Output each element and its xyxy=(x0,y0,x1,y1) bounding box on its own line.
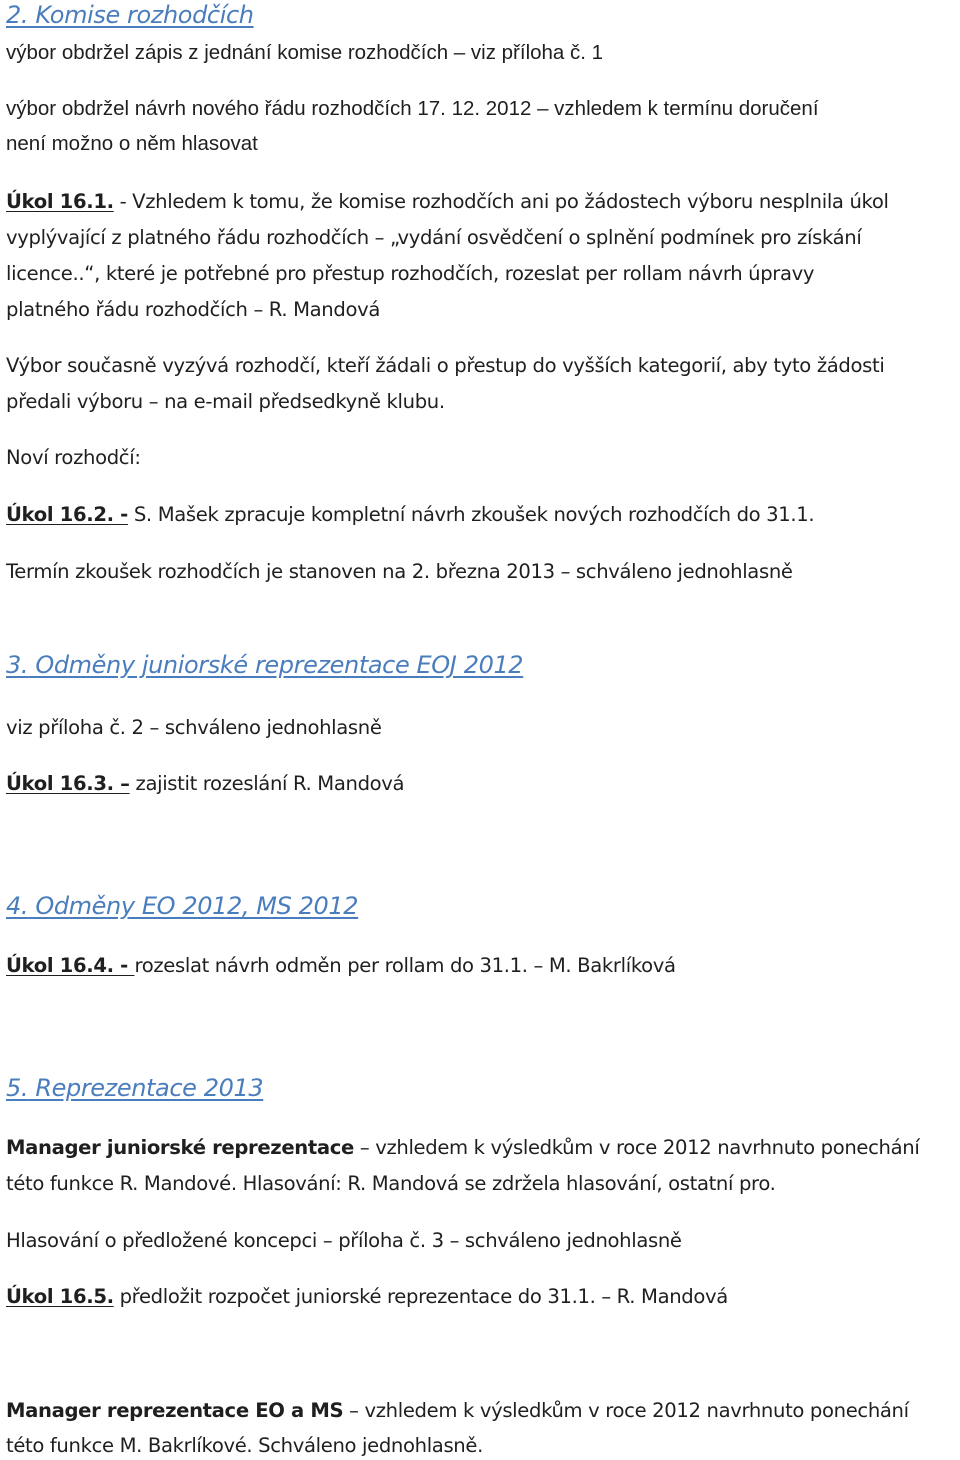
task-text: S. Mašek zpracuje kompletní návrh zkoušek nových rozhodčích do 31.1. xyxy=(127,503,815,526)
task-label: Úkol 16.3. – xyxy=(6,772,130,795)
task-16-1-line-3: licence..“, které je potřebné pro přestup rozhodčích, rozeslat per rollam návrh úpravy xyxy=(6,262,815,285)
junior-manager-line-1: Manager juniorské reprezentace – vzhledem k výsledkům v roce 2012 navrhnuto ponechání xyxy=(6,1136,920,1159)
task-label: Úkol 16.5. xyxy=(6,1285,114,1308)
task-16-5 xyxy=(6,1284,728,1310)
section-3-heading: 3. Odměny juniorské reprezentace EOJ 2012 xyxy=(6,651,524,679)
s2-line-2: výbor obdržel návrh nového řádu rozhodčích 17. 12. 2012 – vzhledem k termínu doručení xyxy=(6,97,819,120)
section-2-heading: 2. Komise rozhodčích xyxy=(6,1,254,29)
appeal-line-1: Výbor současně vyzývá rozhodčí, kteří žádali o přestup do vyšších kategorií, aby tyto žádosti xyxy=(6,354,885,377)
eo-manager-line-1: Manager reprezentace EO a MS – vzhledem k výsledkům v roce 2012 navrhnuto ponechání xyxy=(6,1399,909,1422)
task-16-3 xyxy=(6,771,404,797)
exam-date: Termín zkoušek rozhodčích je stanoven na 2. března 2013 – schváleno jednohlasně xyxy=(6,560,793,583)
task-text: zajistit rozeslání R. Mandová xyxy=(129,772,405,795)
task-16-1-line-2: vyplývající z platného řádu rozhodčích – „vydání osvědčení o splnění podmínek pro získání xyxy=(6,226,862,249)
task-text: předložit rozpočet juniorské reprezentace do 31.1. – R. Mandová xyxy=(113,1285,728,1308)
junior-manager-line-2: této funkce R. Mandové. Hlasování: R. Mandová se zdržela hlasování, ostatní pro. xyxy=(6,1172,776,1195)
s2-line-1: výbor obdržel zápis z jednání komise rozhodčích – viz příloha č. 1 xyxy=(6,41,604,64)
eo-manager-title: Manager reprezentace EO a MS xyxy=(6,1399,344,1422)
section-5-heading: 5. Reprezentace 2013 xyxy=(6,1074,264,1102)
task-16-1 xyxy=(6,189,889,215)
task-16-1-line-4: platného řádu rozhodčích – R. Mandová xyxy=(6,298,381,321)
junior-manager-title: Manager juniorské reprezentace xyxy=(6,1136,354,1159)
task-text: rozeslat návrh odměn per rollam do 31.1. – M. Bakrlíková xyxy=(134,954,676,977)
new-referees-label: Noví rozhodčí: xyxy=(6,446,141,469)
appeal-line-2: předali výboru – na e-mail předsedkyně klubu. xyxy=(6,390,445,413)
task-label: Úkol 16.1. xyxy=(6,190,114,213)
s2-line-3: není možno o něm hlasovat xyxy=(6,132,258,155)
task-text: - Vzhledem k tomu, že komise rozhodčích ani po žádostech výboru nesplnila úkol xyxy=(113,190,889,213)
eo-manager-line-2: této funkce M. Bakrlíkové. Schváleno jednohlasně. xyxy=(6,1434,483,1457)
concept-vote: Hlasování o předložené koncepci – příloha č. 3 – schváleno jednohlasně xyxy=(6,1229,682,1252)
s3-line-1: viz příloha č. 2 – schváleno jednohlasně xyxy=(6,716,382,739)
section-4-heading: 4. Odměny EO 2012, MS 2012 xyxy=(6,892,359,920)
task-16-2 xyxy=(6,502,814,528)
task-16-4 xyxy=(6,953,676,979)
task-label: Úkol 16.4. - xyxy=(6,954,135,977)
task-label: Úkol 16.2. - xyxy=(6,503,128,526)
